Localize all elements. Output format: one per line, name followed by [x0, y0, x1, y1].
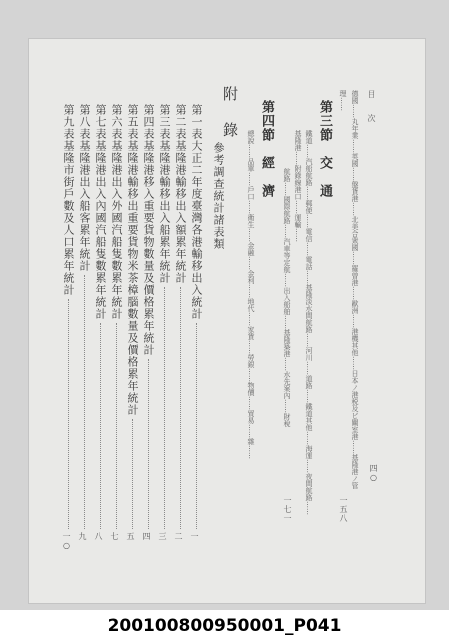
image-caption: 200100800950001_P041 — [107, 616, 342, 636]
section-3-line-1: 鐵道……汽船航路……郵便……電信……電話……基隆淡水間航路……河川……道路……鐵道其他……海運……夜間航路…… — [305, 130, 313, 515]
section-3-title: 第三節 交 通 — [317, 100, 332, 198]
appendix-table-title: 第三表基隆港輸移出入船累年統計 — [158, 104, 171, 284]
appendix-table-page: 一○ — [62, 532, 71, 551]
appendix-table-title: 第五表基隆港輸移出重要貨物米茶樟腦數量及價格累年統計 — [126, 104, 139, 416]
appendix-table-title: 第六表基隆港出入外國汽船隻數累年統計 — [110, 104, 123, 320]
book-page — [28, 38, 426, 604]
appendix-table-page: 五 — [126, 532, 135, 541]
appendix-table-page: 九 — [78, 532, 87, 541]
running-head: 目 次 — [367, 90, 376, 122]
dotted-leader — [196, 323, 197, 529]
appendix-table-title: 第八表基隆港出入船客累年統計 — [78, 104, 91, 272]
page-number: 四○ — [369, 464, 378, 483]
dotted-leader — [116, 323, 117, 529]
section-3-line-3: 航路……國際航路……汽車等定航……出入船舶……基隆築港……水先案內……財稅 — [283, 168, 291, 427]
dotted-leader — [100, 323, 101, 529]
dotted-leader — [84, 275, 85, 529]
reference-tables-title: 參考調查統計諸表類 — [212, 142, 225, 250]
section-4-title: 第四節 經 濟 — [259, 100, 274, 198]
appendix-table-page: 二 — [174, 532, 183, 541]
toc-continuation-page: 一五八 — [339, 496, 348, 523]
dotted-leader — [180, 287, 181, 529]
dotted-leader — [68, 299, 69, 529]
dotted-leader — [164, 287, 165, 529]
dotted-leader — [132, 419, 133, 529]
appendix-table-title: 第九表基隆市街戶數及人口累年統計 — [62, 104, 75, 296]
appendix-heading: 附 錄 — [221, 86, 239, 140]
appendix-table-title: 第一表大正二年度臺灣各港輸移出入統計 — [190, 104, 203, 320]
toc-continuation-line-1: 德國……丸年業……英國……盤貨港……北美合衆國……羅曾港……歐洲……港機其他……日本ノ港税及ビ關室港……基隆港ノ管 — [351, 90, 359, 489]
section-3-line-2: 基隆港……附錄線港口……運輸…… — [294, 130, 302, 242]
dotted-leader — [148, 359, 149, 529]
appendix-table-title: 第四表基隆港移入重要貨物數量及價格累年統計 — [142, 104, 155, 356]
appendix-table-title: 第二表基隆港輸移出入額累年統計 — [174, 104, 187, 284]
appendix-table-page: 七 — [110, 532, 119, 541]
toc-continuation-line-2: 理…… — [339, 90, 347, 111]
appendix-table-title: 第七表基隆港出入內國汽船隻數累年統計 — [94, 104, 107, 320]
section-3-page: 一七一 — [283, 496, 292, 523]
appendix-table-page: 八 — [94, 532, 103, 541]
appendix-table-page: 四 — [142, 532, 151, 541]
appendix-table-page: 三 — [158, 532, 167, 541]
appendix-table-page: 一 — [190, 532, 199, 541]
section-4-line-1: 總說……品單……戶口……衛生……金融……金利……地代……家賃……勞銀……物價……貿易……雜…… — [247, 130, 255, 459]
